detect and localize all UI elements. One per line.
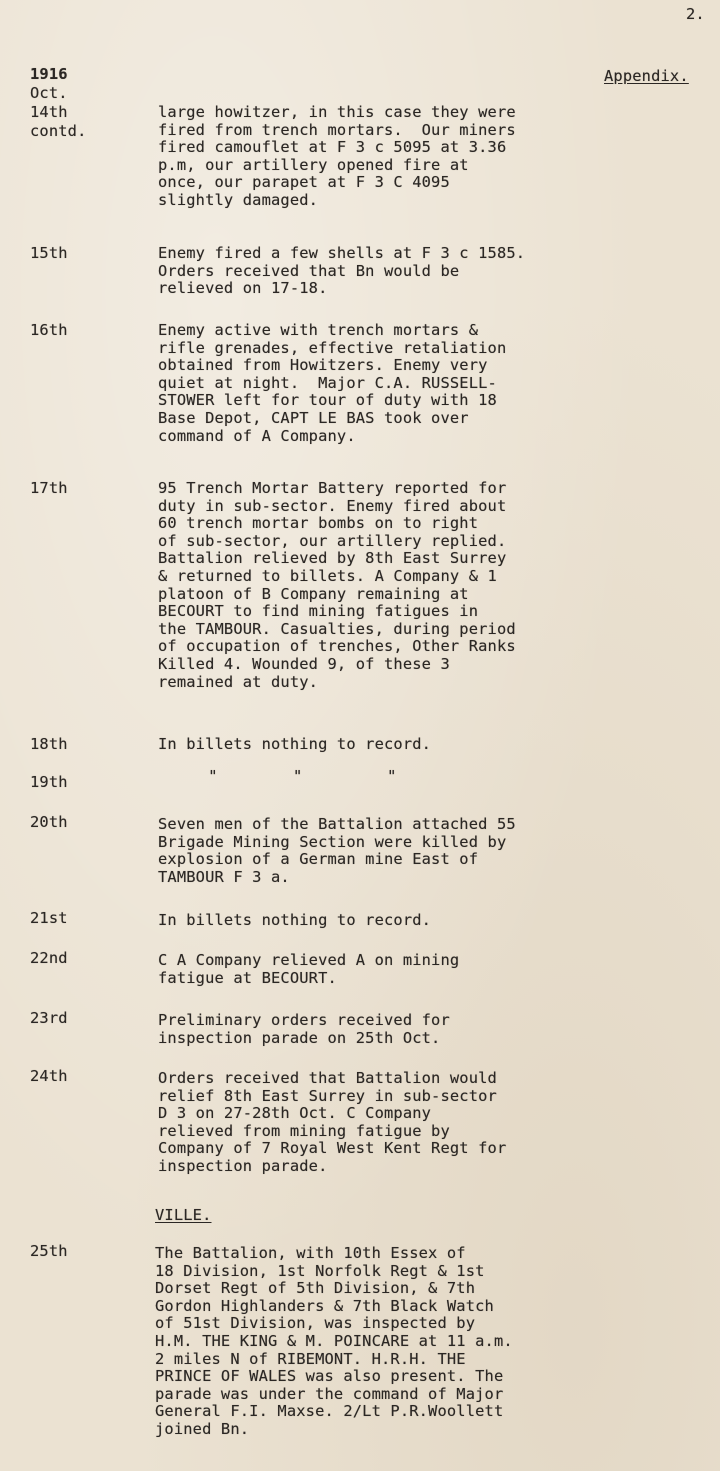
entry-text [158, 952, 459, 987]
entry-line: Enemy active with trench mortars & [158, 321, 479, 339]
entry-line: Company of 7 Royal West Kent Regt for [158, 1139, 507, 1158]
entry-line: PRINCE OF WALES was also present. The [155, 1367, 504, 1386]
appendix-label-text: Appendix. [604, 67, 689, 85]
entry-text [158, 1012, 450, 1047]
page-number: 2. [686, 5, 705, 23]
entry-line: of 51st Division, was inspected by [155, 1314, 476, 1333]
entry-text [158, 912, 431, 930]
entry-line: 2 miles N of RIBEMONT. H.R.H. THE [155, 1349, 466, 1368]
entry-line: of occupation of trenches, Other Ranks [158, 637, 516, 656]
entry-line: Gordon Highlanders & 7th Black Watch [155, 1296, 494, 1315]
entry-line: In billets nothing to record. [158, 911, 432, 929]
entry-date: 22nd [30, 949, 68, 967]
entry-line: platoon of B Company remaining at [158, 584, 469, 603]
entry-date: 25th [30, 1242, 68, 1260]
entry-text [158, 104, 516, 210]
entry-line: In billets nothing to record. [158, 735, 432, 753]
entry-line: fired from trench mortars. Our miners [158, 120, 516, 139]
entry-date: 14th [30, 103, 68, 121]
entry-line: Battalion relieved by 8th East Surrey [158, 549, 507, 568]
entry-line: large howitzer, in this case they were [158, 103, 516, 121]
entry-line: duty in sub-sector. Enemy fired about [158, 496, 507, 515]
entry-text [158, 1070, 506, 1176]
entry-line: joined Bn. [155, 1419, 250, 1438]
entry-text [158, 736, 431, 754]
year-heading: 1916 [30, 65, 68, 83]
entry-date: 18th [30, 735, 68, 753]
ditto-marks: " " " [180, 767, 397, 785]
entry-line: fired camouflet at F 3 c 5095 at 3.36 [158, 138, 507, 157]
entry-line: Seven men of the Battalion attached 55 [158, 815, 516, 833]
entry-line: C A Company relieved A on mining [158, 951, 460, 969]
appendix-label [604, 68, 689, 86]
entry-line: parade was under the command of Major [155, 1384, 504, 1403]
entry-date: 17th [30, 479, 68, 497]
entry-line: slightly damaged. [158, 190, 319, 209]
location-heading: VILLE. [155, 1206, 212, 1224]
entry-line: p.m, our artillery opened fire at [158, 155, 469, 174]
entry-line: Orders received that Bn would be [158, 261, 460, 280]
entry-line: 18 Division, 1st Norfolk Regt & 1st [155, 1261, 485, 1280]
entry-date: 15th [30, 244, 68, 262]
entry-text [158, 245, 525, 298]
entry-text [158, 322, 506, 445]
entry-date: 21st [30, 909, 68, 927]
entry-line: General F.I. Maxse. 2/Lt P.R.Woollett [155, 1402, 504, 1421]
entry-line: remained at duty. [158, 672, 319, 691]
entry-date: 20th [30, 813, 68, 831]
entry-line: Base Depot, CAPT LE BAS took over [158, 408, 469, 427]
continued-label: contd. [30, 122, 87, 140]
entry-text [180, 768, 397, 786]
entry-line: explosion of a German mine East of [158, 850, 479, 869]
entry-line: The Battalion, with 10th Essex of [155, 1244, 466, 1262]
entry-line: inspection parade on 25th Oct. [158, 1028, 441, 1047]
entry-line: D 3 on 27-28th Oct. C Company [158, 1104, 432, 1123]
entry-date: 19th [30, 773, 68, 791]
entry-line: BECOURT to find mining fatigues in [158, 602, 479, 621]
entry-date: 16th [30, 321, 68, 339]
entry-line: Killed 4. Wounded 9, of these 3 [158, 654, 450, 673]
entry-line: H.M. THE KING & M. POINCARE at 11 a.m. [155, 1331, 513, 1350]
entry-text [155, 1245, 513, 1439]
entry-text [158, 816, 516, 886]
entry-line: rifle grenades, effective retaliation [158, 338, 507, 357]
entry-line: 60 trench mortar bombs on to right [158, 514, 479, 533]
entry-line: relief 8th East Surrey in sub-sector [158, 1086, 497, 1105]
entry-line: fatigue at BECOURT. [158, 968, 337, 987]
entry-line: obtained from Howitzers. Enemy very [158, 356, 488, 375]
entry-line: once, our parapet at F 3 C 4095 [158, 173, 450, 192]
entry-text [158, 480, 516, 691]
entry-line: STOWER left for tour of duty with 18 [158, 391, 497, 410]
entry-line: Dorset Regt of 5th Division, & 7th [155, 1279, 476, 1298]
entry-line: 95 Trench Mortar Battery reported for [158, 479, 507, 497]
month-heading: Oct. [30, 84, 68, 102]
entry-line: Preliminary orders received for [158, 1011, 450, 1029]
entry-line: command of A Company. [158, 426, 356, 445]
entry-line: relieved from mining fatigue by [158, 1121, 450, 1140]
entry-line: TAMBOUR F 3 a. [158, 867, 290, 886]
entry-date: 23rd [30, 1009, 68, 1027]
entry-line: Brigade Mining Section were killed by [158, 832, 507, 851]
entry-line: quiet at night. Major C.A. RUSSELL- [158, 373, 497, 392]
entry-date: 24th [30, 1067, 68, 1085]
entry-line: inspection parade. [158, 1156, 328, 1175]
entry-line: relieved on 17-18. [158, 279, 328, 298]
entry-line: Enemy fired a few shells at F 3 c 1585. [158, 244, 526, 262]
entry-line: the TAMBOUR. Casualties, during period [158, 619, 516, 638]
entry-line: & returned to billets. A Company & 1 [158, 566, 497, 585]
entry-line: Orders received that Battalion would [158, 1069, 497, 1087]
entry-line: of sub-sector, our artillery replied. [158, 531, 507, 550]
